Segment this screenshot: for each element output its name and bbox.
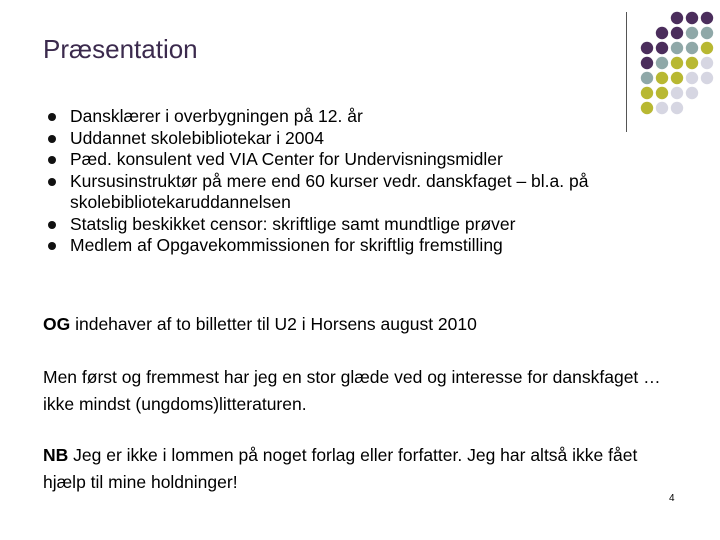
bullet-item: [46, 106, 686, 128]
decorative-dot: [671, 57, 683, 69]
bullet-icon: [48, 135, 56, 143]
decorative-dot: [701, 42, 713, 54]
bullet-text: Uddannet skolebibliotekar i 2004: [70, 127, 324, 148]
decorative-dot: [686, 42, 698, 54]
bullet-icon: [48, 242, 56, 250]
decorative-dot: [671, 87, 683, 99]
decorative-dot: [656, 42, 668, 54]
page-number: 4: [669, 493, 675, 504]
decorative-dot: [656, 72, 668, 84]
bullet-icon: [48, 113, 56, 121]
paragraph-nb: [43, 442, 673, 496]
slide-title: Præsentation: [43, 34, 198, 64]
decorative-dot: [671, 42, 683, 54]
decorative-dot: [641, 87, 653, 99]
decorative-dot: [641, 72, 653, 84]
decorative-dot: [701, 12, 713, 24]
decorative-dot: [686, 12, 698, 24]
bullet-text: Medlem af Opgavekommissionen for skriftlig fremstilling: [70, 235, 503, 255]
bullet-icon: [48, 178, 56, 186]
paragraph-text: Jeg er ikke i lommen på noget forlag eller forfatter. Jeg har altså ikke fået hjælp til mine holdninger!: [43, 445, 638, 492]
paragraph-bold-lead: OG: [43, 314, 71, 334]
bullet-text: Dansklærer i overbygningen på 12. år: [70, 106, 363, 126]
decorative-dot: [686, 57, 698, 69]
decorative-dot: [701, 27, 713, 39]
decorative-dot: [686, 87, 698, 99]
paragraph-interest: Men først og fremmest har jeg en stor glæde ved og interesse for danskfaget … ikke mindst (ungdoms)litteraturen.: [43, 367, 661, 414]
decorative-dot: [701, 57, 713, 69]
bullet-icon: [48, 156, 56, 164]
decorative-dot: [656, 87, 668, 99]
bullet-list: [46, 106, 686, 257]
paragraph-u2: [43, 311, 673, 338]
bullet-icon: [48, 221, 56, 229]
decorative-dot: [656, 57, 668, 69]
bullet-text: Kursusinstruktør på mere end 60 kurser vedr. danskfaget – bl.a. på skolebibliotekaruddannelsen: [70, 170, 589, 212]
decorative-dot: [686, 27, 698, 39]
bullet-item: [46, 128, 686, 150]
decorative-dot: [686, 72, 698, 84]
decorative-dot: [671, 12, 683, 24]
decorative-dot: [671, 72, 683, 84]
decorative-dot: [641, 57, 653, 69]
bullet-text: Pæd. konsulent ved VIA Center for Undervisningsmidler: [70, 149, 503, 169]
paragraph-text: indehaver af to billetter til U2 i Horsens august 2010: [70, 314, 477, 334]
bullet-item: [46, 214, 686, 236]
decorative-dot: [641, 42, 653, 54]
bullet-item: [46, 171, 686, 214]
bullet-item: [46, 235, 686, 257]
bullet-item: [46, 149, 686, 171]
bullet-text: Statslig beskikket censor: skriftlige samt mundtlige prøver: [70, 213, 516, 234]
paragraph-bold-lead: NB: [43, 445, 69, 465]
decorative-dot: [671, 27, 683, 39]
decorative-dot: [701, 72, 713, 84]
decorative-dot: [656, 27, 668, 39]
